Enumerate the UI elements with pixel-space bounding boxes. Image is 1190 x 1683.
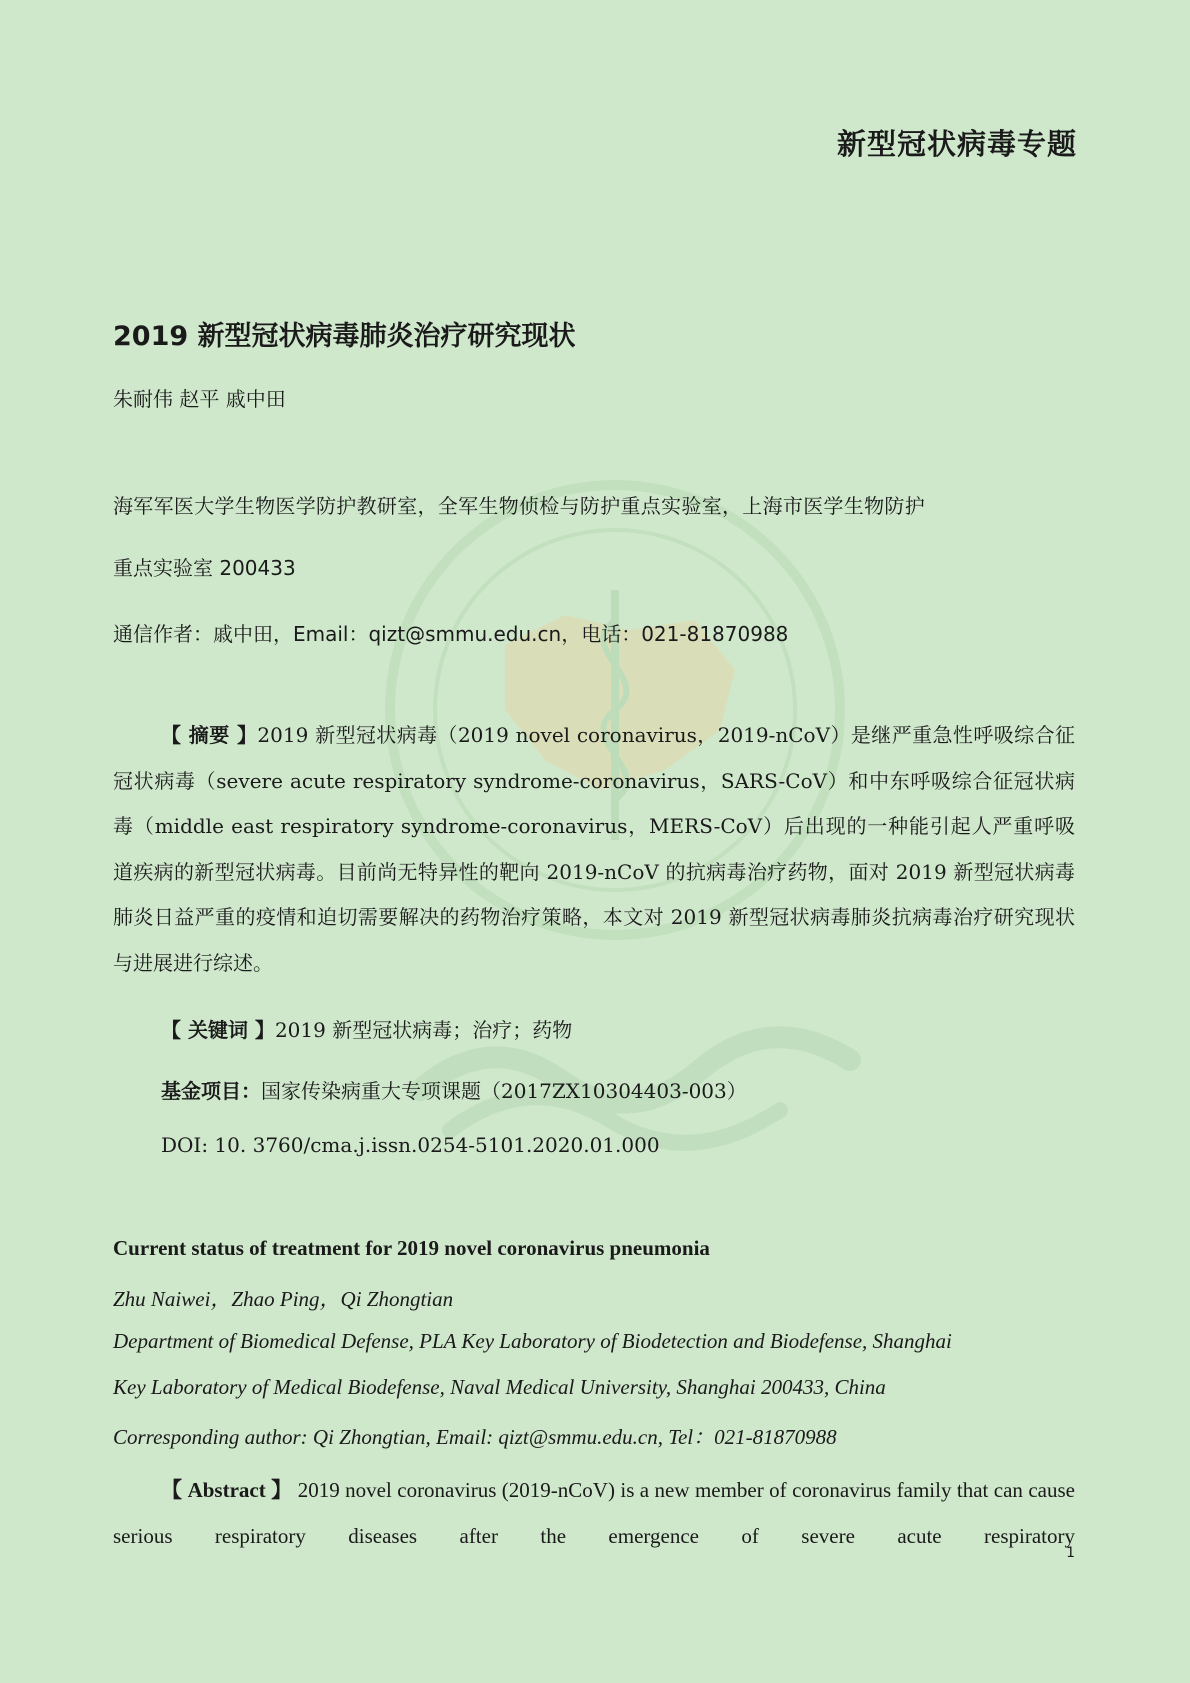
page-number: 1	[1066, 1545, 1075, 1561]
english-affiliation-line-2: Key Laboratory of Medical Biodefense, Naval Medical University, Shanghai 200433, China	[113, 1375, 886, 1399]
keywords	[161, 1014, 572, 1043]
article-title: 2019 新型冠状病毒肺炎治疗研究现状	[113, 321, 576, 352]
article-authors: 朱耐伟 赵平 戚中田	[113, 387, 286, 411]
article-affiliation	[113, 490, 1078, 581]
english-title: Current status of treatment for 2019 novel coronavirus pneumonia	[113, 1236, 710, 1260]
english-abstract-label: 【 Abstract 】	[161, 1478, 293, 1502]
journal-section-title: 新型冠状病毒专题	[836, 127, 1077, 161]
keywords-text: 2019 新型冠状病毒；治疗；药物	[274, 1018, 573, 1042]
affiliation-line-2: 重点实验室 200433	[113, 556, 296, 580]
doi: DOI: 10. 3760/cma.j.issn.0254-5101.2020.01.000	[161, 1133, 660, 1157]
chinese-abstract	[113, 713, 1075, 986]
english-affiliation-line-1: Department of Biomedical Defense, PLA Key Laboratory of Biodetection and Biodefense, Shanghai	[113, 1329, 952, 1353]
fund-label: 基金项目：	[161, 1079, 261, 1103]
english-abstract	[113, 1467, 1075, 1559]
abstract-text: 2019 新型冠状病毒（2019 novel coronavirus，2019-nCoV）是继严重急性呼吸综合征冠状病毒（severe acute respiratory syndrome-coronavirus，SARS-CoV）和中东呼吸综合征冠状病毒（middle east respiratory syndrome-coronavirus，MERS-CoV）后出现的一种能引起人严重呼吸道疾病的新型冠状病毒。目前尚无特异性的靶向 2019-nCoV 的抗病毒治疗药物，面对 2019 新型冠状病毒肺炎日益严重的疫情和迫切需要解决的药物治疗策略，本文对 2019 新型冠状病毒肺炎抗病毒治疗研究现状与进展进行综述。	[113, 723, 1075, 975]
abstract-label: 【 摘要 】	[161, 723, 258, 747]
english-correspondence: Corresponding author: Qi Zhongtian, Email: qizt@smmu.edu.cn, Tel：021-81870988	[113, 1425, 837, 1449]
affiliation-line-1: 海军军医大学生物医学防护教研室，全军生物侦检与防护重点实验室，上海市医学生物防护	[113, 494, 925, 518]
correspondence: 通信作者：戚中田，Email：qizt@smmu.edu.cn，电话：021-81870988	[113, 622, 789, 646]
fund-project	[161, 1075, 747, 1104]
english-abstract-text: 2019 novel coronavirus (2019-nCoV) is a new member of coronavirus family that can cause serious respiratory diseases after the emergence of severe acute respiratory	[113, 1478, 1075, 1548]
english-authors: Zhu Naiwei，Zhao Ping，Qi Zhongtian	[113, 1287, 454, 1311]
keywords-label: 【 关键词 】	[161, 1018, 275, 1042]
fund-text: 国家传染病重大专项课题（2017ZX10304403-003）	[261, 1079, 747, 1103]
